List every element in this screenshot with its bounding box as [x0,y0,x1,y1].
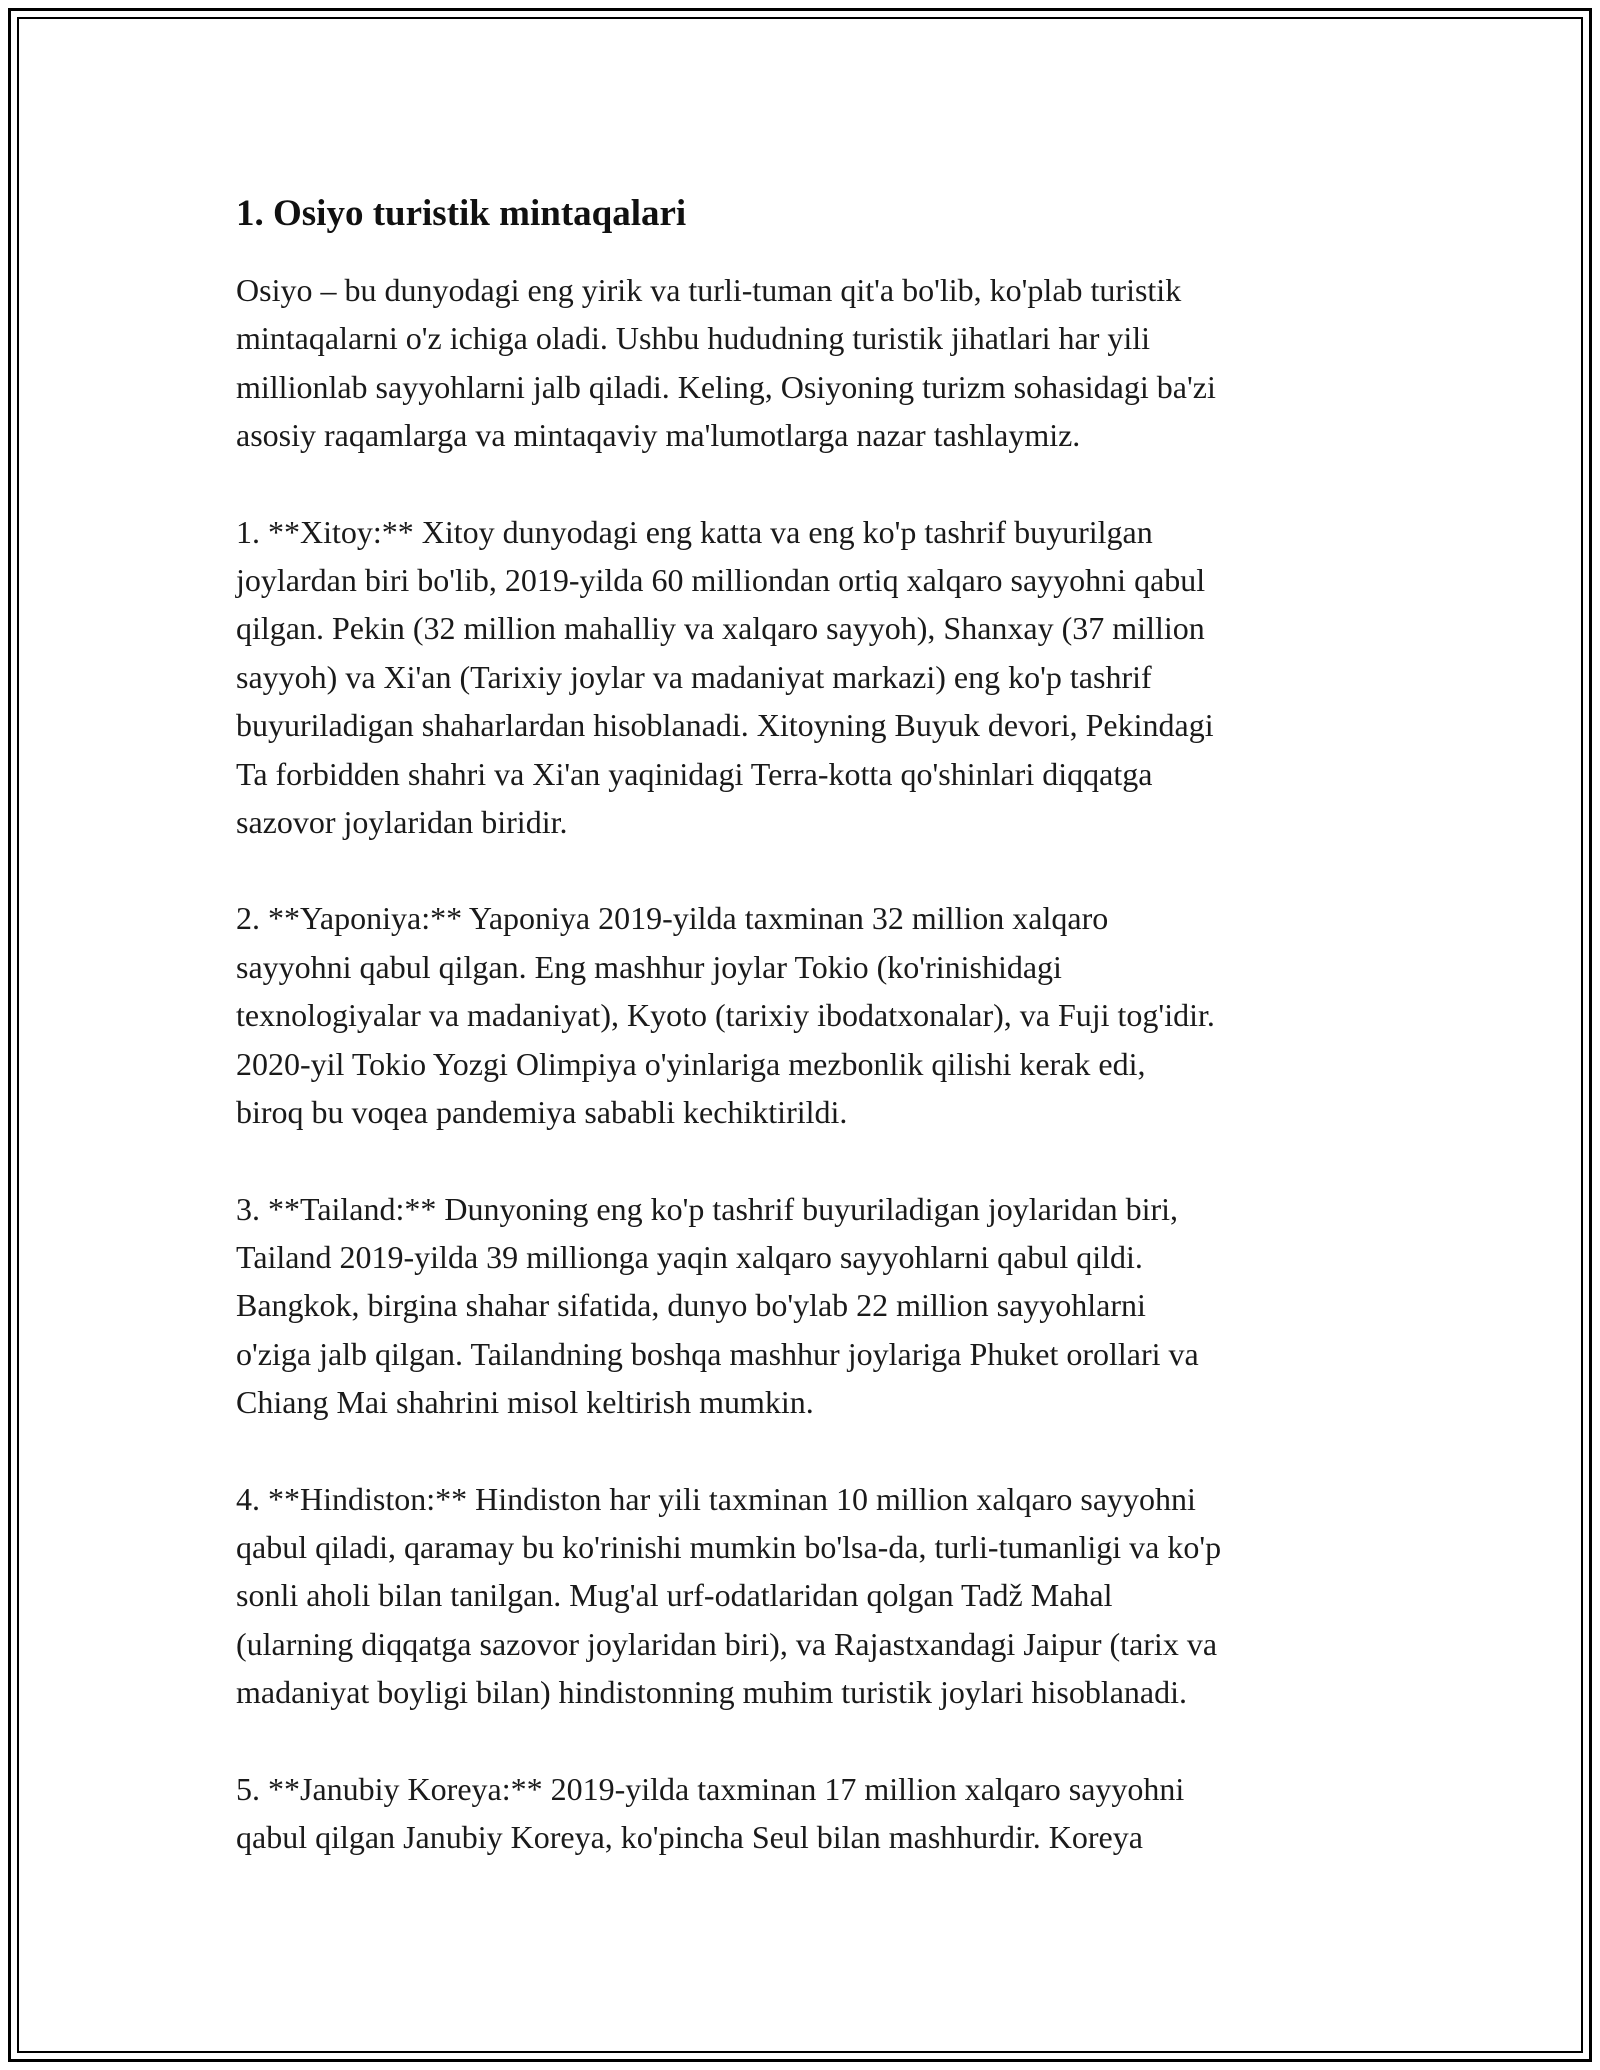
paragraph-gap [236,1427,1376,1475]
list-item-south-korea: 5. **Janubiy Koreya:** 2019-yilda taxminan 17 million xalqaro sayyohni qabul qilgan Janubiy Koreya, ko'pincha Seul bilan mashhurdir. Koreya [236,1770,1185,1855]
paragraph-gap [236,846,1376,894]
paragraph-gap [236,460,1376,508]
paragraph-gap [236,1717,1376,1765]
list-item-china: 1. **Xitoy:** Xitoy dunyodagi eng katta va eng ko'p tashrif buyurilgan joylardan biri bo'lib, 2019-yilda 60 milliondan ortiq xalqaro sayyohni qabul qilgan. Pekin (32 million mahalliy va xalqaro sayyoh), Shanxay (37 million sayyoh) va Xi'an (Tarixiy joylar va madaniyat markazi) eng ko'p tashrif buyuriladigan shaharlardan hisoblanadi. Xitoyning Buyuk devori, Pekindagi Ta forbidden shahri va Xi'an yaqinidagi Terra-kotta qo'shinlari diqqatga sazovor joylaridan biridir. [236,513,1214,841]
list-item-japan: 2. **Yaponiya:** Yaponiya 2019-yilda taxminan 32 million xalqaro sayyohni qabul qilgan. Eng mashhur joylar Tokio (ko'rinishidagi texnologiyalar va madaniyat), Kyoto (tarixiy ibodatxonalar), va Fuji tog'idir. 2020-yil Tokio Yozgi Olimpiya o'yinlariga mezbonlik qilishi kerak edi, biroq bu voqea pandemiya sababli kechiktirildi. [236,900,1215,1131]
list-item-india: 4. **Hindiston:** Hindiston har yili taxminan 10 million xalqaro sayyohni qabul qiladi, qaramay bu ko'rinishi mumkin bo'lsa-da, turli-tumanligi va ko'p sonli aholi bilan tanilgan. Mug'al urf-odatlaridan qolgan Tadž Mahal (ularning diqqatga sazovor joylaridan biri), va Rajastxandagi Jaipur (tarix va madaniyat boyligi bilan) hindistonning muhim turistik joylari hisoblanadi. [236,1480,1222,1711]
list-item-thailand: 3. **Tailand:** Dunyoning eng ko'p tashrif buyuriladigan joylaridan biri, Tailand 2019-yilda 39 millionga yaqin xalqaro sayyohlarni qabul qildi. Bangkok, birgina shahar sifatida, dunyo bo'ylab 22 million sayyohlarni o'ziga jalb qilgan. Tailandning boshqa mashhur joylariga Phuket orollari va Chiang Mai shahrini misol keltirish mumkin. [236,1190,1199,1421]
document-body [236,186,1376,1861]
section-heading: 1. Osiyo turistik mintaqalari [236,193,687,234]
paragraph-gap [236,1137,1376,1185]
intro-paragraph: Osiyo – bu dunyodagi eng yirik va turli-tuman qit'a bo'lib, ko'plab turistik mintaqalarni o'z ichiga oladi. Ushbu hududning turistik jihatlari har yili millionlab sayyohlarni jalb qiladi. Keling, Osiyoning turizm sohasidagi ba'zi asosiy raqamlarga va mintaqaviy ma'lumotlarga nazar tashlaymiz. [236,272,1216,454]
